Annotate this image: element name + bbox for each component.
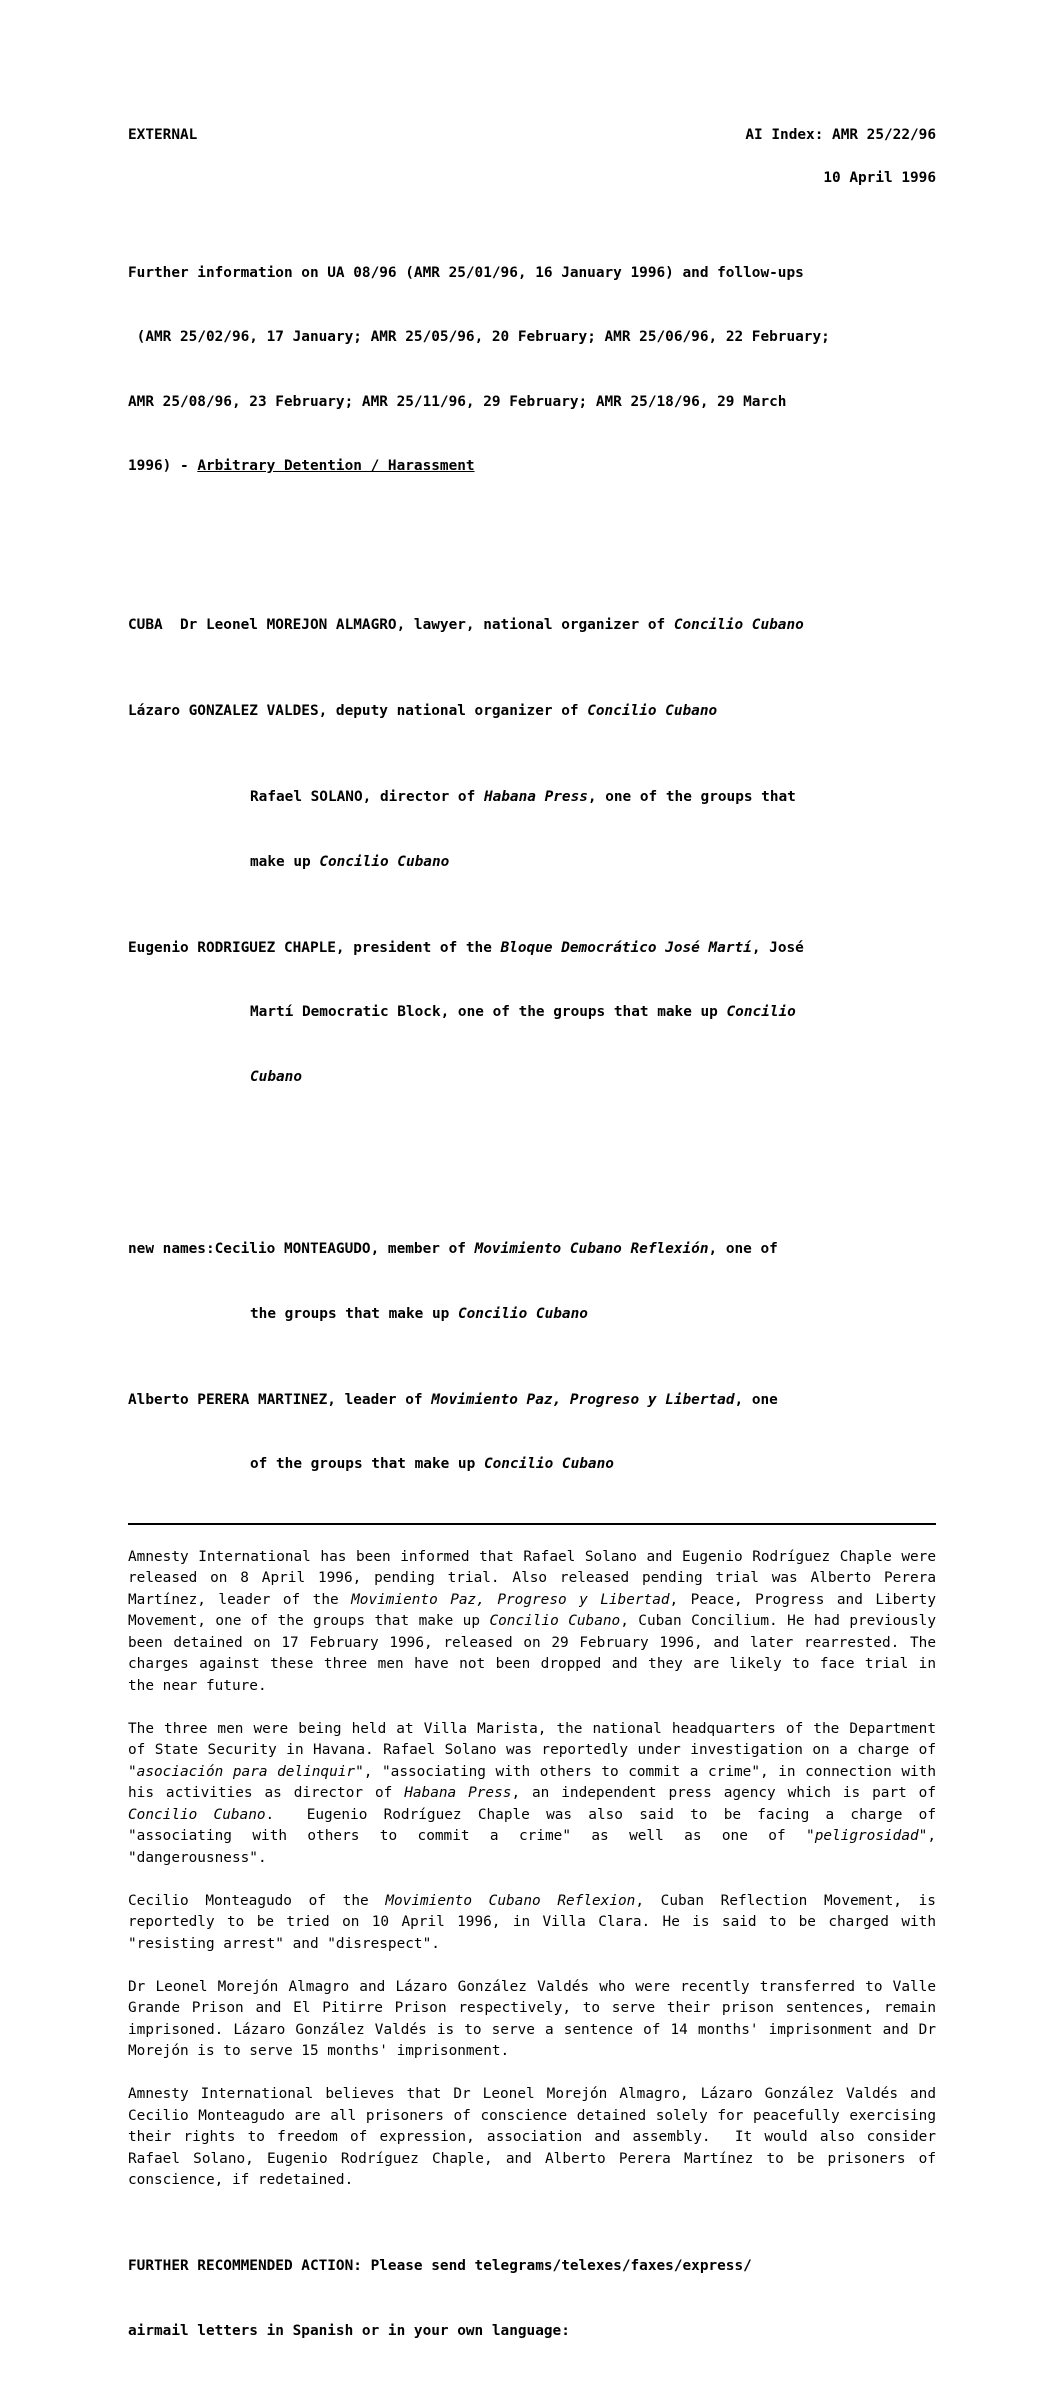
body-paragraph-5: Amnesty International believes that Dr Leonel Morejón Almagro, Lázaro González Valdés and Cecilio Monteagudo are all prisoners of conscience detained solely for peacefully exercising their rights to freedom of expression, association and assembly. It would also consider Rafael Solano, Eugenio Rodríguez Chaple, and Alberto Perera Martínez to be prisoners of conscience, if redetained.	[128, 2086, 945, 2188]
name-entry-4-line-3	[128, 1067, 936, 1089]
name-entry-3-line-2	[128, 852, 936, 874]
org-name-italic: Concilio Cubano	[457, 1305, 588, 1322]
spacer	[128, 147, 936, 169]
name-entry-6-text-b: , one	[734, 1391, 778, 1408]
org-name-italic: Concilio Cubano	[128, 1806, 266, 1823]
name-entry-6-text-c: of the groups that make up	[250, 1456, 484, 1472]
ai-index-label: AI Index: AMR 25/22/96	[745, 127, 936, 143]
spacer	[128, 1869, 936, 1891]
org-name-italic: Bloque Democrático José Martí	[500, 939, 752, 956]
p3-text-a: Cecilio Monteagudo of the	[128, 1892, 386, 1909]
name-entry-2	[128, 701, 936, 723]
name-entry-4-line-2	[128, 1002, 936, 1024]
body-paragraph-1	[128, 1547, 945, 1698]
document-content	[128, 125, 945, 2385]
name-entry-3-text-b: , one of the groups that	[587, 789, 796, 805]
p1-text-c: , Cuban Concilium. He had previously been detained on 17 February 1996, released on 29 February 1996, and later rearrested. The charges against these three men have not been dropped and they are likely to face trial in the near future.	[128, 1613, 945, 1694]
org-name-italic: Concilio Cubano	[319, 853, 450, 870]
spacer	[128, 1525, 936, 1547]
name-entry-3-text-c: make up	[250, 853, 320, 870]
country-label: CUBA	[128, 617, 163, 633]
org-name-italic: Movimiento Cubano Reflexion	[385, 1892, 636, 1909]
names-block	[128, 551, 936, 1519]
spacer	[128, 1697, 936, 1719]
name-entry-4-line-1	[128, 938, 936, 960]
charge-term-italic: "peligrosidad"	[806, 1828, 928, 1844]
p2-text-b: , "associating with others to commit a crime", in connection with his activities as director of	[128, 1763, 945, 1801]
org-name-italic: Habana Press	[483, 789, 588, 805]
classification-label: EXTERNAL	[128, 127, 198, 143]
body-paragraph-3	[128, 1891, 945, 1956]
title-line-4	[128, 456, 936, 478]
name-entry-5-text-c: the groups that make up	[250, 1305, 458, 1322]
name-entry-5-text-a: Cecilio MONTEAGUDO, member of	[214, 1241, 475, 1257]
spacer	[128, 1153, 936, 1175]
name-entry-4-text-b: , José	[751, 939, 804, 956]
name-entry-1	[128, 615, 936, 637]
new-names-entry-5-line-2	[128, 1304, 936, 1326]
spacer	[128, 521, 936, 551]
org-name-italic: Movimiento Paz, Progreso y Libertad	[351, 1591, 670, 1608]
body-paragraph-4: Dr Leonel Morejón Almagro and Lázaro González Valdés who were recently transferred to Valle Grande Prison and El Pitirre Prison respectively, to serve their prison sentences, remain imprisoned. Lázaro González Valdés is to serve a sentence of 14 months' imprisonment and Dr Morejón is to serve 15 months' imprisonment.	[128, 1978, 945, 2059]
org-name-italic: Concilio Cubano	[489, 1613, 621, 1629]
title-line-4-prefix: 1996) -	[128, 458, 198, 474]
org-name-italic: Concilio Cubano	[587, 703, 718, 719]
org-name-italic: Concilio Cubano	[673, 617, 804, 633]
name-entry-5-text-b: , one of	[708, 1241, 778, 1257]
name-entry-2-text: Lázaro GONZALEZ VALDES, deputy national organizer of	[128, 703, 588, 719]
document-date: 10 April 1996	[823, 170, 936, 186]
new-names-entry-6-line-2	[128, 1454, 936, 1476]
p2-text-e: , "dangerousness".	[128, 1828, 945, 1866]
p3-text-b: , Cuban Reflection Movement, is reportedly to be tried on 10 April 1996, in Villa Clara. He is said to be charged with "resisting arrest" and "disrespect".	[128, 1892, 945, 1952]
name-entry-4-text-a: Eugenio RODRIGUEZ CHAPLE, president of the	[128, 939, 501, 956]
org-name-italic: Concilio Cubano	[483, 1456, 614, 1472]
new-names-entry-5-line-1	[128, 1239, 936, 1261]
name-entry-4-text-c: Martí Democratic Block, one of the groups that make up	[250, 1004, 727, 1020]
further-recommended-action	[128, 2213, 936, 2385]
name-entry-3-text-a: Rafael SOLANO, director of	[250, 789, 484, 805]
p2-text-a: The three men were being held at Villa Marista, the national headquarters of the Department of State Security in Havana. Rafael Solano was reportedly under investigation on a charge of	[128, 1720, 945, 1758]
org-name-italic: Movimiento Paz, Progreso y Libertad	[431, 1391, 735, 1408]
org-name-italic: Habana Press	[404, 1785, 512, 1801]
spacer	[128, 190, 936, 220]
title-line-2: (AMR 25/02/96, 17 January; AMR 25/05/96, 20 February; AMR 25/06/96, 22 February;	[128, 329, 830, 345]
document-header-row	[128, 125, 936, 147]
action-line-2: airmail letters in Spanish or in your own language:	[128, 2322, 570, 2339]
action-line-1: FURTHER RECOMMENDED ACTION: Please send telegrams/telexes/faxes/express/	[128, 2258, 752, 2274]
org-name-italic: Movimiento Cubano Reflexión	[474, 1241, 709, 1257]
title-line-1: Further information on UA 08/96 (AMR 25/01/96, 16 January 1996) and follow-ups	[128, 264, 804, 281]
name-entry-3-line-1	[128, 787, 936, 809]
org-name-italic: Concilio	[726, 1004, 796, 1020]
spacer	[128, 2192, 936, 2214]
name-entry-6-text-a: Alberto PERERA MARTINEZ, leader of	[128, 1391, 432, 1408]
title-block	[128, 220, 936, 521]
body-paragraph-2	[128, 1719, 945, 1870]
new-names-entry-6-line-1	[128, 1390, 936, 1412]
document-date-row	[128, 168, 936, 190]
p2-text-c: , an independent press agency which is part of	[511, 1785, 945, 1801]
spacer	[128, 1955, 936, 1977]
title-line-3: AMR 25/08/96, 23 February; AMR 25/11/96, 29 February; AMR 25/18/96, 29 March	[128, 393, 787, 410]
p1-text-b: , Peace, Progress and Liberty Movement, one of the groups that make up	[128, 1591, 945, 1629]
case-type-underlined: Arbitrary Detention / Harassment	[197, 458, 475, 474]
org-name-italic: Cubano	[250, 1068, 302, 1085]
p1-text-a: Amnesty International has been informed that Rafael Solano and Eugenio Rodríguez Chaple were released on 8 April 1996, pending trial. Also released pending trial was Alberto Perera Martínez, leader of the	[128, 1548, 945, 1608]
name-entry-1-text: Dr Leonel MOREJON ALMAGRO, lawyer, national organizer of	[162, 617, 674, 633]
spacer	[128, 2063, 936, 2085]
p2-text-d: . Eugenio Rodríguez Chaple was also said to be facing a charge of "associating with others to commit a crime" as well as one of	[128, 1806, 945, 1844]
charge-term-italic: "asociación para delinquir"	[128, 1763, 364, 1780]
new-names-label: new names:	[128, 1241, 215, 1257]
